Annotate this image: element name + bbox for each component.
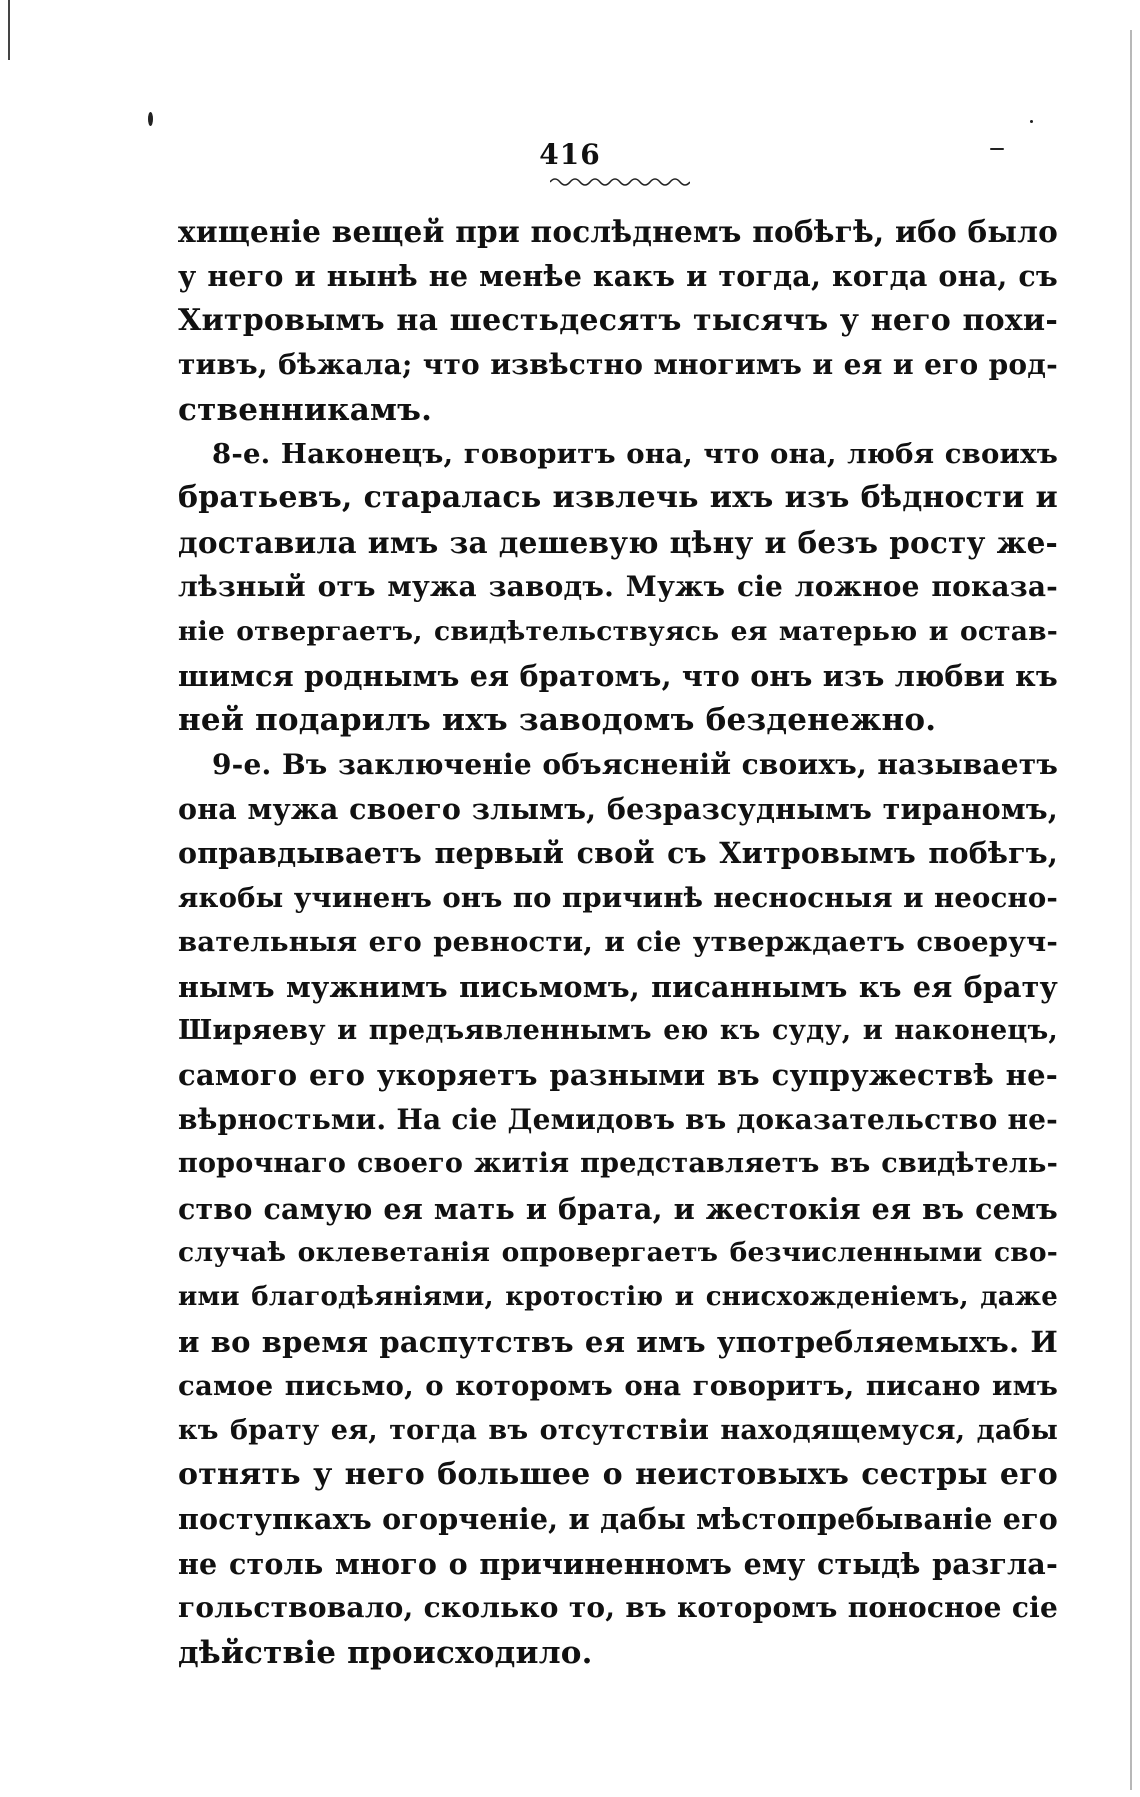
text-line: тивъ, бѣжала; что извѣстно многимъ и ея и его род- xyxy=(178,348,1058,382)
text-line: къ брату ея, тогда въ отсутствіи находящемуся, дабы xyxy=(178,1414,1058,1446)
text-line: самое письмо, о которомъ она говоритъ, писано имъ xyxy=(178,1370,1058,1403)
text-line: лѣзный отъ мужа заводъ. Мужъ сіе ложное показа- xyxy=(178,570,1058,604)
text-line: вѣрностьми. На сіе Демидовъ въ доказательство не- xyxy=(178,1102,1058,1136)
wavy-rule-ornament xyxy=(550,176,690,188)
text-line: якобы учиненъ онъ по причинѣ несносныя и неосно- xyxy=(178,881,1058,914)
text-line: не столь много о причиненномъ ему стыдѣ разгла- xyxy=(178,1546,1058,1581)
text-line: поступкахъ огорченіе, и дабы мѣстопребываніе его xyxy=(178,1502,1058,1537)
text-line: 8-е. Наконецъ, говоритъ она, что она, любя своихъ xyxy=(212,437,1058,470)
text-line: ніе отвергаетъ, свидѣтельствуясь ея матерью и остав- xyxy=(178,615,1058,647)
text-line: дѣйствіе происходило. xyxy=(178,1634,593,1671)
text-line: доставила имъ за дешевую цѣну и безъ росту же- xyxy=(178,524,1058,560)
text-line: братьевъ, старалась извлечь ихъ изъ бѣдности и xyxy=(178,480,1058,516)
scan-edge-left xyxy=(8,0,10,60)
text-line: ство самую ея мать и брата, и жестокія ея въ семъ xyxy=(178,1191,1058,1226)
text-line: самого его укоряетъ разными въ супружествѣ не- xyxy=(178,1058,1058,1093)
text-line: шимся роднымъ ея братомъ, что онъ изъ любви къ xyxy=(178,658,1058,693)
text-line: у него и нынѣ не менѣе какъ и тогда, когда она, съ xyxy=(178,259,1058,294)
text-line: Ширяеву и предъявленнымъ ею къ суду, и наконецъ, xyxy=(178,1015,1058,1047)
text-line: вательныя его ревности, и сіе утверждаетъ своеруч- xyxy=(178,926,1058,959)
text-line: оправдываетъ первый свой съ Хитровымъ побѣгъ, xyxy=(178,836,1058,871)
page-number: 416 xyxy=(539,138,601,171)
text-line: порочнаго своего житія представляетъ въ свидѣтель- xyxy=(178,1148,1058,1180)
scan-edge-right xyxy=(1130,30,1132,1790)
text-line: и во время распутствъ ея имъ употребляемыхъ. И xyxy=(178,1324,1058,1359)
text-line: она мужа своего злымъ, безразсуднымъ тираномъ, xyxy=(178,792,1058,827)
text-line: ственникамъ. xyxy=(178,391,433,428)
text-line: 9-е. Въ заключеніе объясненій своихъ, называетъ xyxy=(212,747,1058,781)
text-line: нымъ мужнимъ письмомъ, писаннымъ къ ея брату xyxy=(178,969,1058,1004)
text-line: ней подарилъ ихъ заводомъ безденежно. xyxy=(178,702,937,739)
body-text xyxy=(178,210,1058,1675)
text-line: отнять у него большее о неистовыхъ сестры его xyxy=(178,1456,1058,1492)
text-line: Хитровымъ на шестьдесятъ тысячъ у него похи- xyxy=(178,302,1058,338)
text-line: случаѣ оклеветанія опровергаетъ безчисленными сво- xyxy=(178,1236,1058,1268)
text-line: хищеніе вещей при послѣднемъ побѣгѣ, ибо было xyxy=(178,214,1058,249)
scan-speck xyxy=(148,112,153,126)
scan-speck xyxy=(1030,120,1033,123)
text-line: гольствовало, сколько то, въ которомъ поносное сіе xyxy=(178,1591,1058,1625)
text-line: ими благодѣяніями, кротостію и снисхожденіемъ, даже xyxy=(178,1282,1058,1313)
